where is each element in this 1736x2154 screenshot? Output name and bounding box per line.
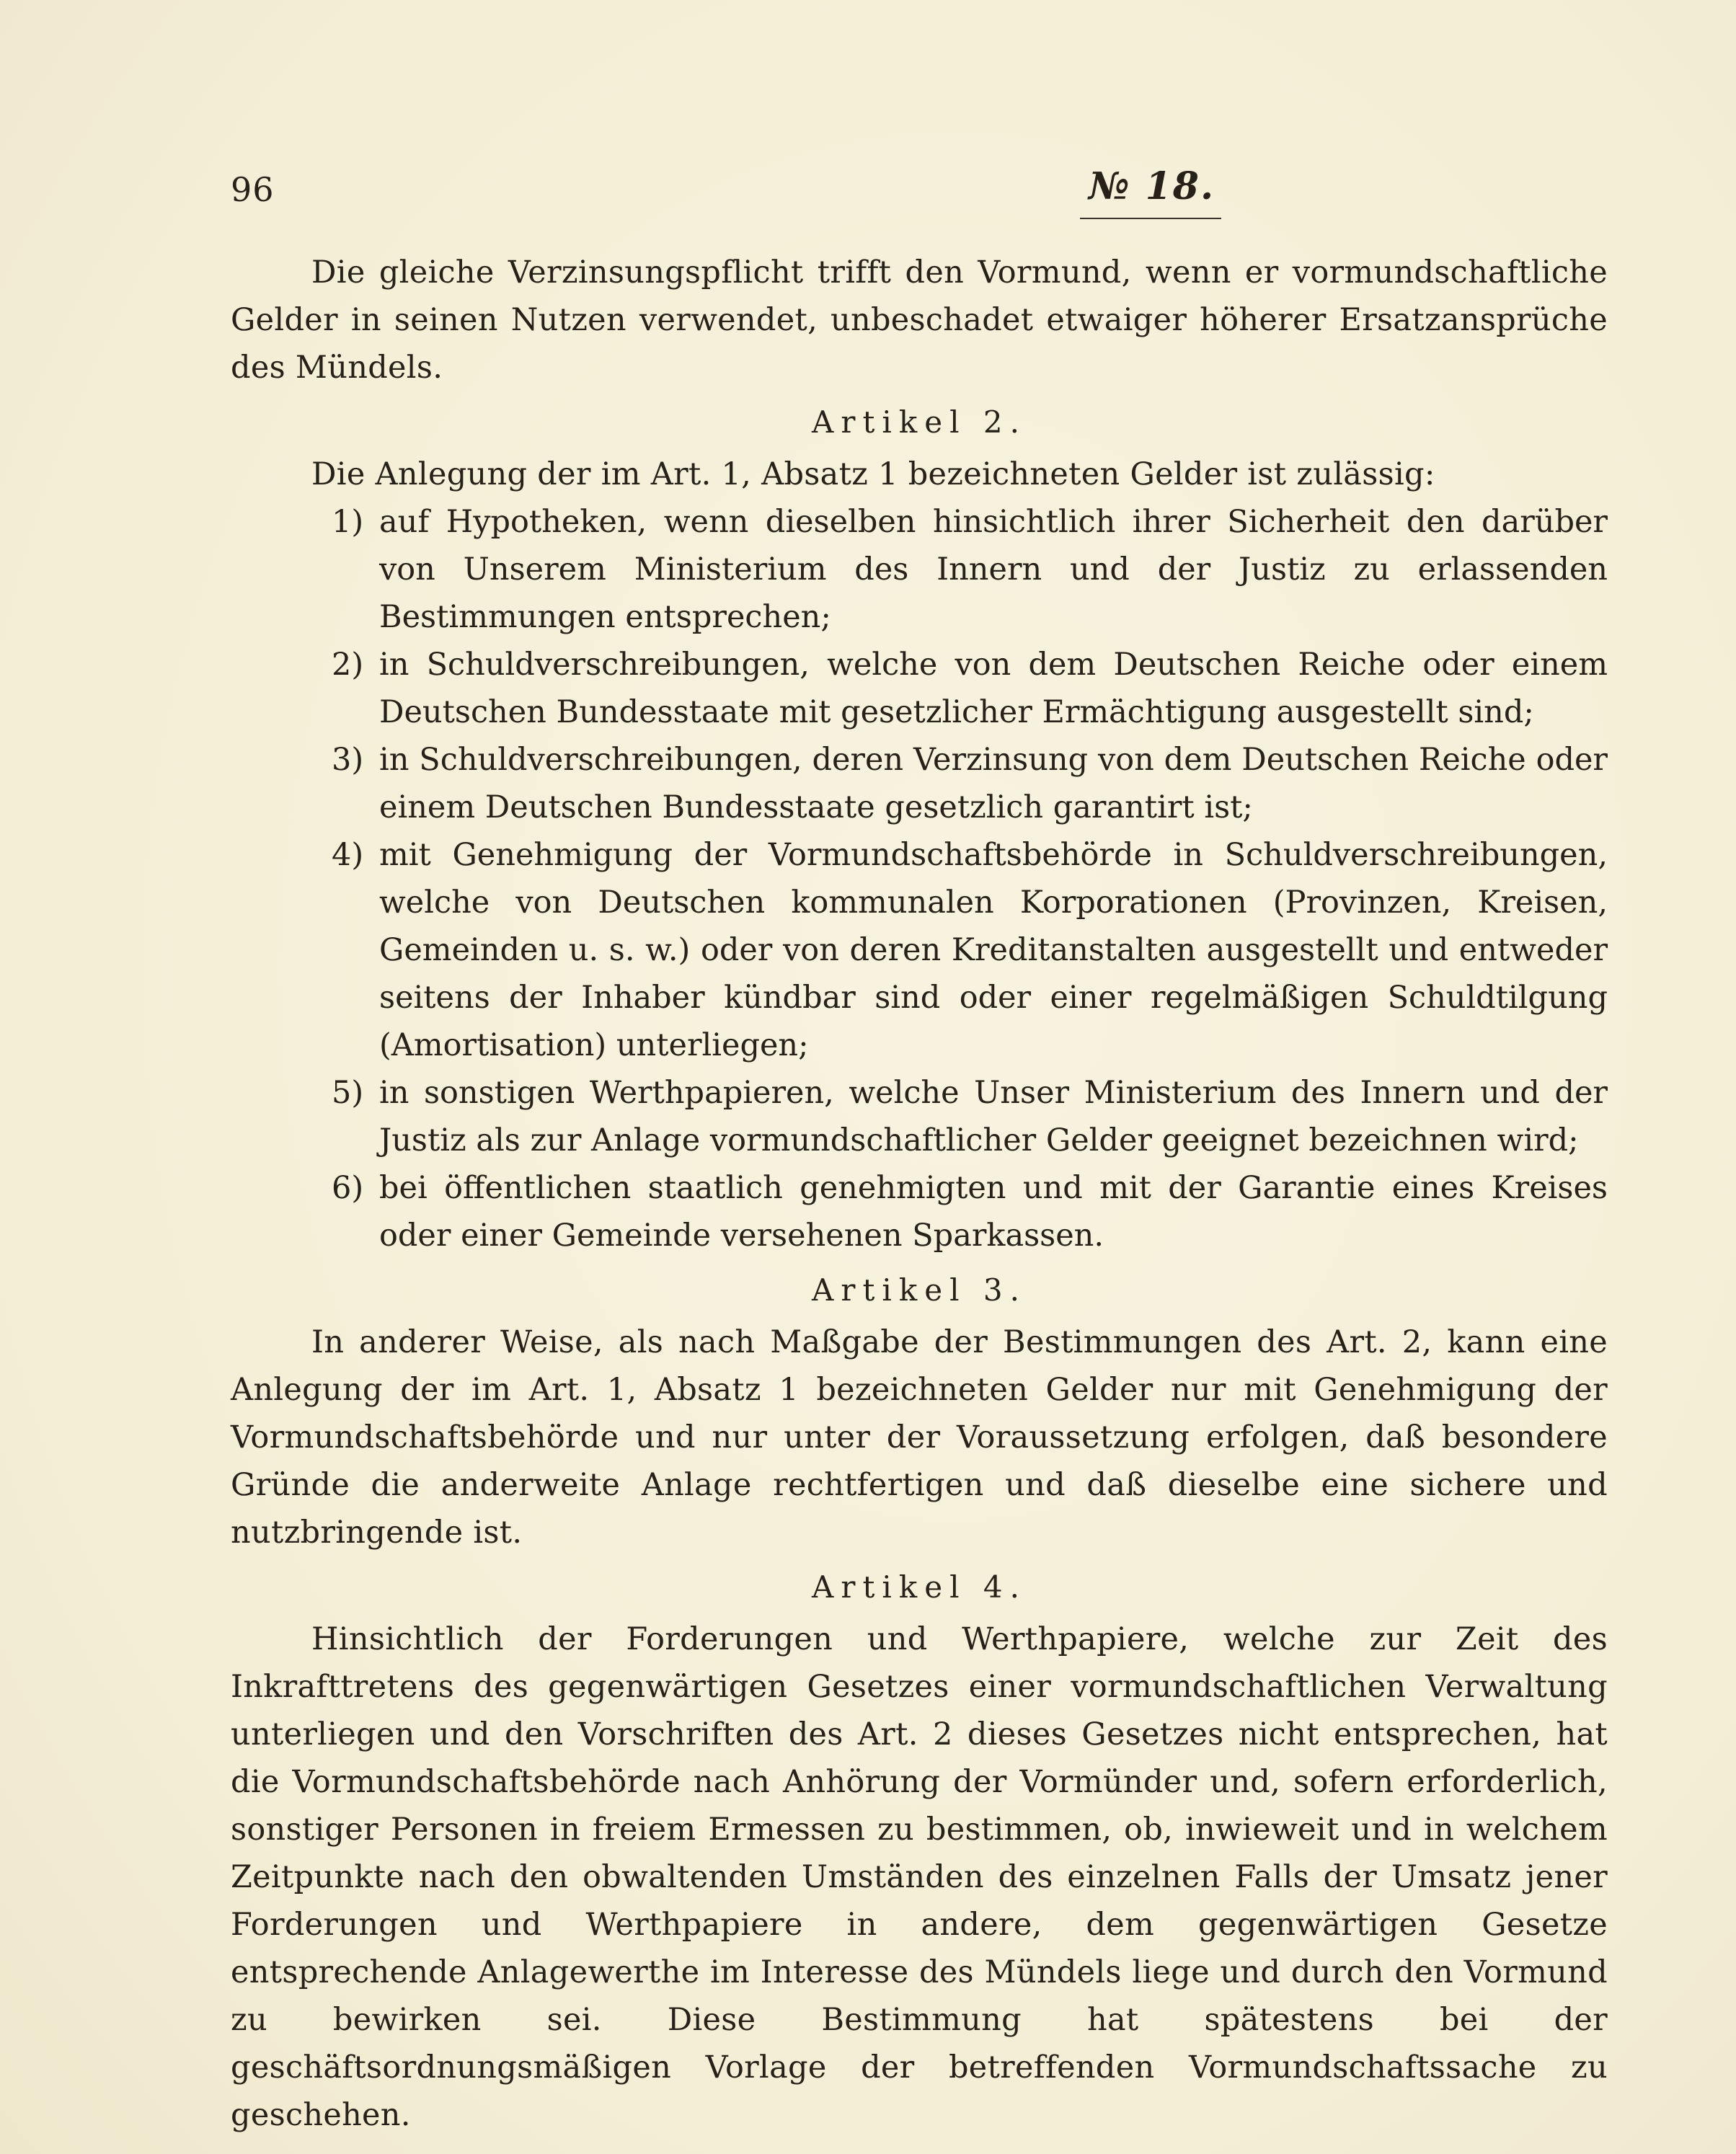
article3-heading: Artikel 3. xyxy=(812,1272,1027,1308)
list-item-number: 2) xyxy=(332,647,364,683)
issue-number: № 18. xyxy=(1089,164,1215,208)
article4-paragraph: Hinsichtlich der Forderungen und Werthpapiere, welche zur Zeit des Inkrafttretens des gegenwärtigen Gesetzes einer vormundschaftlichen Verwaltung unterliegen und den Vorschriften des Art. 2 dieses Gesetzes nicht entsprechen, hat die Vormundschaftsbehörde nach Anhörung der Vormünder und, sofern erforderlich, sonstiger Personen in freiem Ermessen zu bestimmen, ob, inwieweit und in welchem Zeitpunkte nach den obwaltenden Umständen des einzelnen Falls der Umsatz jener Forderungen und Werthpapiere in andere, dem gegenwärtigen Gesetze entsprechende Anlagewerthe im Interesse des Mündels liege und durch den Vormund zu bewirken sei. Diese Bestimmung hat spätestens bei der geschäftsordnungsmäßigen Vorlage der betreffenden Vormundschaftssache zu geschehen. xyxy=(231,1621,1608,2133)
list-item xyxy=(231,1069,1608,1164)
header-rule xyxy=(1080,218,1221,219)
list-item xyxy=(231,498,1608,641)
list-item-number: 1) xyxy=(332,504,364,540)
page-number: 96 xyxy=(231,170,275,209)
article2-heading: Artikel 2. xyxy=(812,404,1027,440)
list-item-number: 3) xyxy=(332,742,364,778)
article3-paragraph: In anderer Weise, als nach Maßgabe der Bestimmungen des Art. 2, kann eine Anlegung der im Art. 1, Absatz 1 bezeichneten Gelder nur mit Genehmigung der Vormundschaftsbehörde und nur unter der Voraussetzung erfolgen, daß besondere Gründe die anderweite Anlage rechtfertigen und daß dieselbe eine sichere und nutzbringende ist. xyxy=(231,1324,1608,1551)
list-item-text: in Schuldverschreibungen, deren Verzinsung von dem Deutschen Reiche oder einem Deutschen Bundesstaate gesetzlich garantirt ist; xyxy=(379,742,1608,825)
list-item-number: 5) xyxy=(332,1075,364,1111)
list-item xyxy=(231,641,1608,736)
list-item xyxy=(231,1164,1608,1259)
article1-closing-paragraph: Die gleiche Verzinsungspflicht trifft den Vormund, wenn er vormundschaftliche Gelder in seinen Nutzen verwendet, unbeschadet etwaiger höherer Ersatzansprüche des Mündels. xyxy=(231,254,1608,386)
list-item-text: mit Genehmigung der Vormundschaftsbehörde in Schuldverschreibungen, welche von Deutschen kommunalen Korporationen (Provinzen, Kreisen, Gemeinden u. s. w.) oder von deren Kreditanstalten ausgestellt und entweder seitens der Inhaber kündbar sind oder einer regelmäßigen Schuldtilgung (Amortisation) unterliegen; xyxy=(379,837,1608,1063)
article2-intro: Die Anlegung der im Art. 1, Absatz 1 bezeichneten Gelder ist zulässig: xyxy=(311,456,1435,492)
list-item-number: 4) xyxy=(332,837,364,873)
list-item-text: bei öffentlichen staatlich genehmigten und mit der Garantie eines Kreises oder einer Gemeinde versehenen Sparkassen. xyxy=(379,1170,1608,1254)
list-item xyxy=(231,736,1608,831)
list-item xyxy=(231,831,1608,1069)
article2-list xyxy=(231,498,1608,1259)
list-item-text: auf Hypotheken, wenn dieselben hinsichtlich ihrer Sicherheit den darüber von Unserem Ministerium des Innern und der Justiz zu erlassenden Bestimmungen entsprechen; xyxy=(379,504,1608,635)
page-body xyxy=(231,249,1608,2139)
list-item-text: in sonstigen Werthpapieren, welche Unser Ministerium des Innern und der Justiz als zur Anlage vormundschaftlicher Gelder geeignet bezeichnen wird; xyxy=(379,1075,1608,1158)
list-item-text: in Schuldverschreibungen, welche von dem Deutschen Reiche oder einem Deutschen Bundesstaate mit gesetzlicher Ermächtigung ausgestellt sind; xyxy=(379,647,1608,730)
list-item-number: 6) xyxy=(332,1170,364,1206)
article4-heading: Artikel 4. xyxy=(812,1569,1027,1605)
page-header xyxy=(231,164,1608,228)
